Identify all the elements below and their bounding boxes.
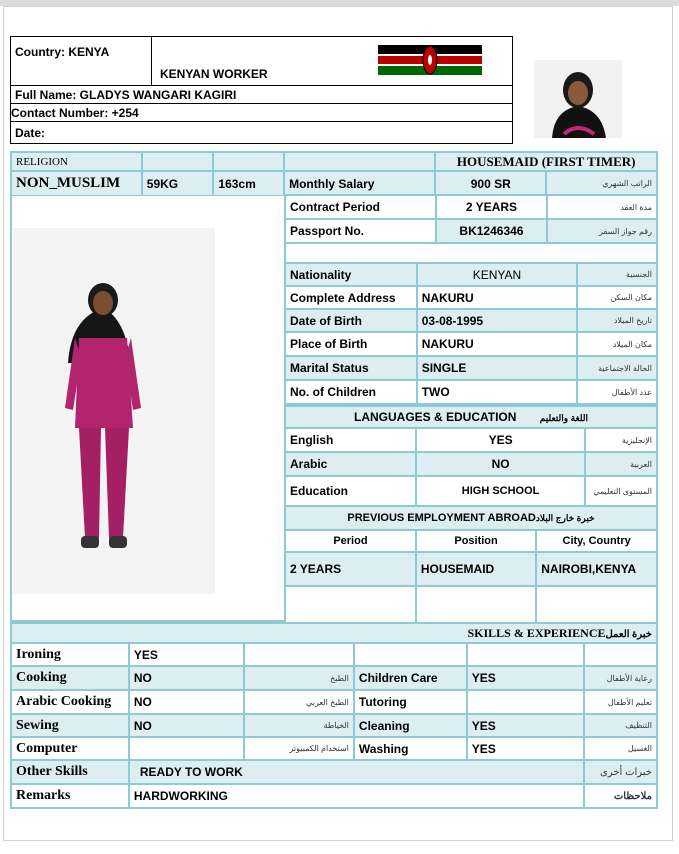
remarks-arabic: ملاحظات [584,784,657,808]
remarks-label: Remarks [11,784,129,808]
skill-label-children-care: Children Care [354,666,467,690]
education-value: HIGH SCHOOL [416,476,585,506]
skill-value-cleaning: YES [467,714,584,737]
worker-title-cell [152,37,513,86]
employment-heading [285,506,657,530]
skill-value-sewing: NO [129,714,244,737]
skills-heading [11,623,657,643]
detail-arabic-address: مكان السكن [577,286,657,309]
language-value-arabic: NO [416,452,585,476]
skill-value-children-care: YES [467,666,584,690]
skill-value-cooking: NO [129,666,244,690]
detail-label-pob: Place of Birth [285,332,417,356]
detail-arabic-pob: مكان الميلاد [577,332,657,356]
detail-label-children: No. of Children [285,380,417,404]
employment-row-period: 2 YEARS [285,552,416,586]
skill-arabic-sewing: الخياطة [244,714,354,737]
detail-value-marital: SINGLE [417,356,578,380]
contract-table [284,194,658,264]
skills-table [10,622,658,809]
other-skills-value: READY TO WORK [129,760,584,784]
contract-arabic-2: رقم جواز السفر [547,219,657,243]
skill-value-computer [129,737,244,760]
skill-arabic-arabic-cooking: الطبخ العربي [244,690,354,714]
headshot-portrait-icon [534,60,622,138]
skill-arabic-children-care: رعاية الأطفال [584,666,657,690]
religion-value: NON_MUSLIM [11,171,142,196]
employment-row-position: HOUSEMAID [416,552,536,586]
skill-label-cleaning: Cleaning [354,714,467,737]
skill-label-washing: Washing [354,737,467,760]
education-arabic: المستوى التعليمي [585,476,657,506]
contract-arabic-0: الراتب الشهري [546,171,657,196]
date-label: Date: [11,122,513,144]
skill-label-sewing: Sewing [11,714,129,737]
details-table [284,262,658,405]
header-table [10,36,513,144]
skill-arabic-cleaning: التنظيف [584,714,657,737]
employment-row-city: NAIROBI,KENYA [536,552,657,586]
detail-arabic-marital: الحالة الاجتماعية [577,356,657,380]
skill-arabic-washing: الغسيل [584,737,657,760]
employment-col-period: Period [285,530,416,552]
contact-number: Contact Number: +254 [11,104,513,122]
contract-label-2: Passport No. [285,219,436,243]
detail-label-dob: Date of Birth [285,309,417,332]
detail-arabic-nationality: الجنسية [577,263,657,286]
profile-grid [10,151,658,197]
language-label-arabic: Arabic [285,452,416,476]
full-name: Full Name: GLADYS WANGARI KAGIRI [11,86,513,104]
skill-value-arabic-cooking: NO [129,690,244,714]
detail-label-address: Complete Address [285,286,417,309]
skill-value-ironing: YES [129,643,244,666]
contract-value-2: BK1246346 [436,219,546,243]
contract-value-1: 2 YEARS [436,195,546,219]
skill-value-washing: YES [467,737,584,760]
contract-label-0: Monthly Salary [284,171,435,196]
skill-label-ironing: Ironing [11,643,129,666]
other-skills-arabic: خبرات أخرى [584,760,657,784]
languages-heading [285,406,657,428]
kenya-flag-icon [378,45,482,75]
skill-arabic-computer: استخدام الكمبيوتر [244,737,354,760]
languages-table [284,405,658,507]
language-label-english: English [285,428,416,452]
languages-heading-arabic: اللغة والتعليم [539,413,589,423]
full-body-portrait-icon [13,228,215,594]
contract-arabic-1: مدة العقد [547,195,657,219]
detail-label-marital: Marital Status [285,356,417,380]
other-skills-label: Other Skills [11,760,129,784]
skill-label-cooking: Cooking [11,666,129,690]
detail-value-pob: NAKURU [417,332,578,356]
skills-heading-arabic: خبرة العمل [605,628,652,640]
employment-col-city: City, Country [536,530,657,552]
skill-label-arabic-cooking: Arabic Cooking [11,690,129,714]
languages-heading-text: LANGUAGES & EDUCATION [353,410,517,424]
detail-value-nationality: KENYAN [417,263,578,286]
country-label: Country: KENYA [11,37,152,86]
detail-arabic-children: عدد الأطفال [577,380,657,404]
religion-label: RELIGION [11,152,142,171]
worker-title: KENYAN WORKER [160,67,268,81]
language-arabic-arabic: العربية [585,452,657,476]
detail-arabic-dob: تاريخ الميلاد [577,309,657,332]
detail-label-nationality: Nationality [285,263,417,286]
skill-label-tutoring: Tutoring [354,690,467,714]
headshot-photo [534,60,622,138]
contract-value-0: 900 SR [435,171,546,196]
language-value-english: YES [416,428,585,452]
detail-value-children: TWO [417,380,578,404]
full-body-photo [13,228,215,594]
skill-value-tutoring [467,690,584,714]
job-title: HOUSEMAID (FIRST TIMER) [435,152,657,171]
detail-value-address: NAKURU [417,286,578,309]
remarks-value: HARDWORKING [129,784,584,808]
employment-heading-arabic: خبرة خارج البلاد [535,513,595,523]
detail-value-dob: 03-08-1995 [417,309,578,332]
skills-heading-text: SKILLS & EXPERIENCE [467,625,606,640]
education-label: Education [285,476,416,506]
employment-col-position: Position [416,530,536,552]
skill-label-computer: Computer [11,737,129,760]
weight-value: 59KG [142,171,214,196]
skill-arabic-tutoring: تعليم الأطفال [584,690,657,714]
skill-arabic-cooking: الطبخ [244,666,354,690]
contract-label-1: Contract Period [285,195,436,219]
employment-heading-text: PREVIOUS EMPLOYMENT ABROAD [347,512,536,524]
language-arabic-english: الإنجليزية [585,428,657,452]
height-value: 163cm [213,171,284,196]
employment-table [284,505,658,624]
